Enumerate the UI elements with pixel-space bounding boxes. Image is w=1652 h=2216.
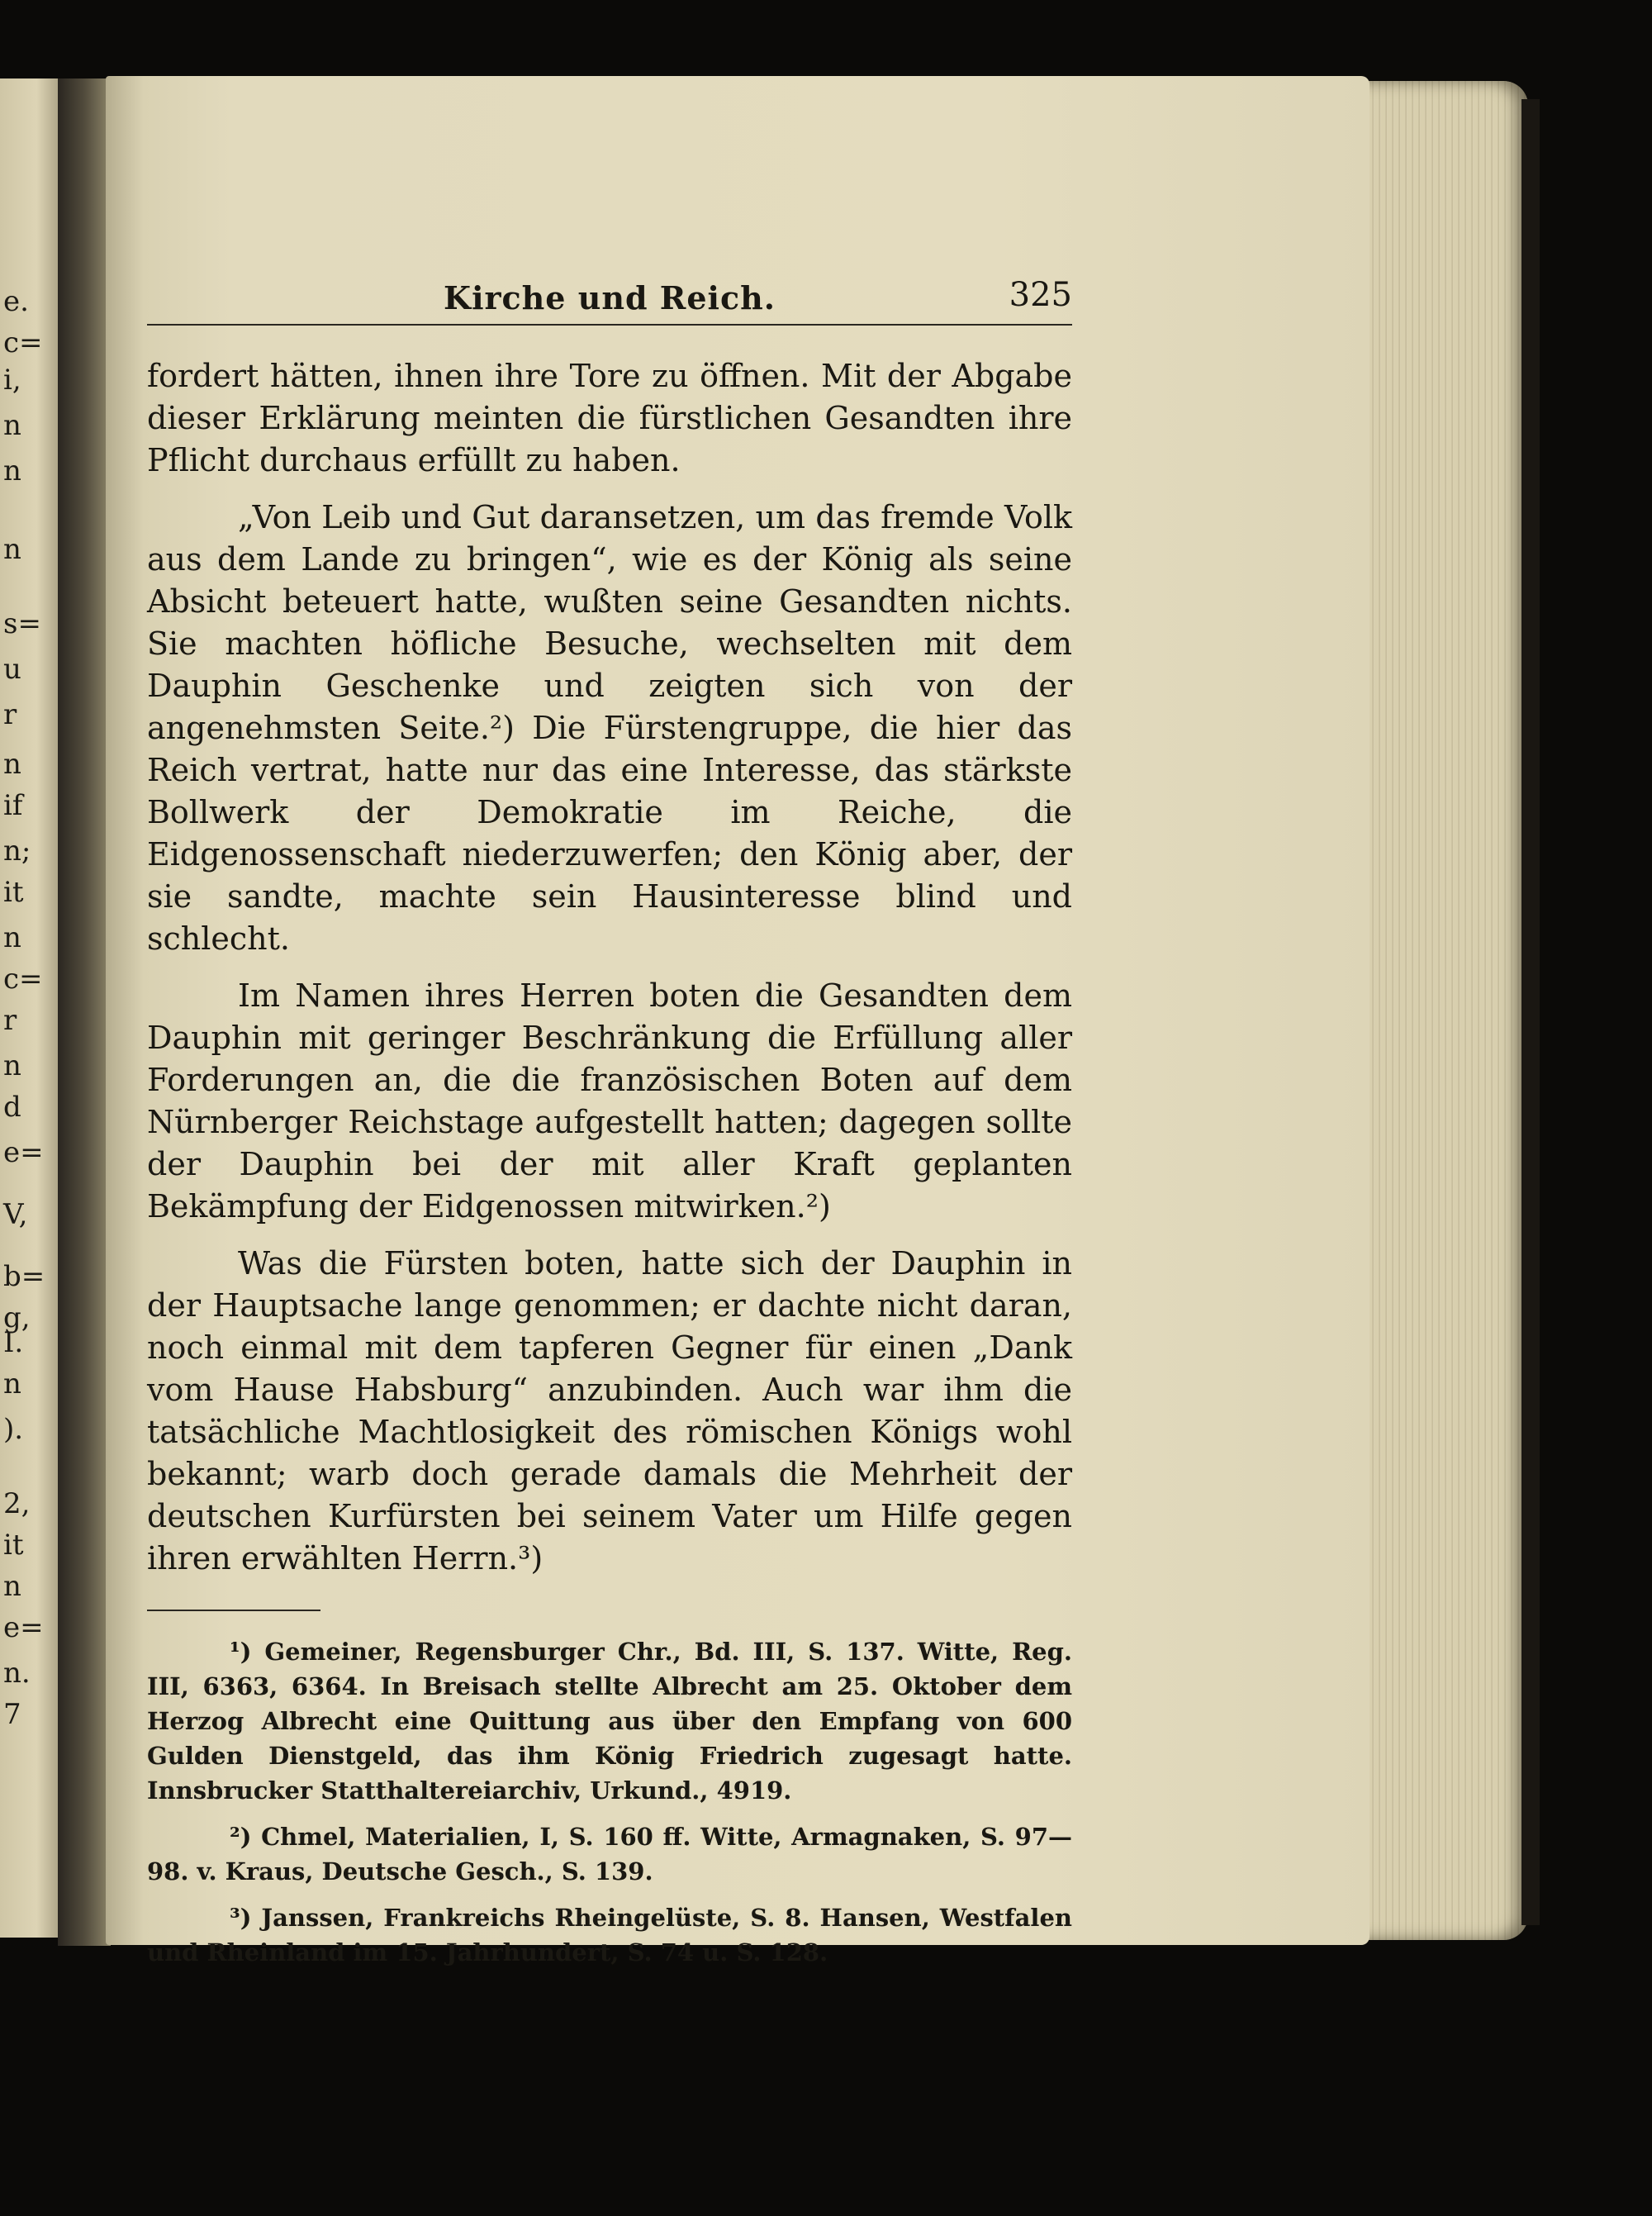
left-page-fragment: I. — [3, 1326, 24, 1359]
paragraph: Was die Fürsten boten, hatte sich der Dauphin in der Hauptsache lange genommen; er dachte nicht daran, noch einmal mit dem tapferen Gegner für einen „Dank vom Hause Habsburg“ anzubinden. Auch war ihm die tatsächliche Machtlosigkeit des römischen Königs wohl bekannt; warb doch gerade damals die Mehrheit der deutschen Kurfürsten bei seinem Vater um Hilfe gegen ihren erwählten Herrn.³) — [147, 1245, 1072, 1576]
left-page-fragment: c= — [3, 326, 43, 359]
footnote: ³) Janssen, Frankreichs Rheingelüste, S. 8. Hansen, Westfalen und Rheinland im 15. Jahrhundert, S. 74 u. S. 128. — [147, 1904, 1072, 1966]
paragraph: fordert hätten, ihnen ihre Tore zu öffnen. Mit der Abgabe dieser Erklärung meinten die fürstlichen Gesandten ihre Pflicht durchaus erfüllt zu haben. — [147, 358, 1072, 478]
left-page-fragment: e. — [3, 285, 29, 318]
left-page-fragment: u — [3, 653, 21, 686]
footnote-rule — [147, 1610, 320, 1611]
left-facing-page — [0, 78, 61, 1938]
left-page-fragment: n — [3, 1570, 21, 1603]
left-page-fragment: n — [3, 1367, 21, 1400]
left-page-fragment: s= — [3, 607, 41, 640]
left-page-fragment: e= — [3, 1136, 44, 1169]
left-page-fragment: n; — [3, 835, 31, 868]
body-text — [147, 355, 1072, 1580]
left-page-fragment: 2, — [3, 1487, 31, 1520]
left-page-fragment: n — [3, 921, 21, 954]
left-page-fragment: e= — [3, 1611, 44, 1644]
left-page-fragment: g, — [3, 1301, 31, 1334]
left-page-fragment: n — [3, 1049, 21, 1082]
left-page-fragment: d — [3, 1091, 21, 1124]
page-stack-edge — [1355, 81, 1528, 1940]
left-page-fragment: i, — [3, 364, 21, 397]
footnotes — [147, 1634, 1072, 1970]
left-page-fragment: V, — [3, 1198, 28, 1231]
footnote: ²) Chmel, Materialien, I, S. 160 ff. Witte, Armagnaken, S. 97—98. v. Kraus, Deutsche Gesch., S. 139. — [147, 1823, 1072, 1886]
cover-edge — [1521, 99, 1540, 1925]
left-page-fragment: b= — [3, 1260, 45, 1293]
left-page-fragment: r — [3, 1004, 17, 1037]
footnote: ¹) Gemeiner, Regensburger Chr., Bd. III, S. 137. Witte, Reg. III, 6363, 6364. In Breisach stellte Albrecht am 25. Oktober dem Herzog Albrecht eine Quittung aus über den Empfang von 600 Gulden Dienstgeld, das ihm König Friedrich zugesagt hatte. Innsbrucker Statthaltereiarchiv, Urkund., 4919. — [147, 1638, 1072, 1805]
paragraph: „Von Leib und Gut daransetzen, um das fremde Volk aus dem Lande zu bringen“, wie es der König als seine Absicht beteuert hatte, wußten seine Gesandten nichts. Sie machten höfliche Besuche, wechselten mit dem Dauphin Geschenke und zeigten sich von der angenehmsten Seite.²) Die Fürstengruppe, die hier das Reich vertrat, hatte nur das eine Interesse, das stärkste Bollwerk der Demokratie im Reiche, die Eidgenossenschaft niederzuwerfen; den König aber, der sie sandte, machte sein Hausinteresse blind und schlecht. — [147, 499, 1072, 957]
left-page-fragment: it — [3, 1529, 24, 1562]
book-gutter — [58, 78, 111, 1946]
left-page-fragment: n. — [3, 1657, 31, 1690]
left-page-fragment: n — [3, 533, 21, 566]
left-page-fragment: if — [3, 789, 23, 822]
left-page-fragment: 7 — [3, 1698, 21, 1731]
page-number: 325 — [1009, 276, 1072, 314]
left-page-fragment: c= — [3, 963, 43, 996]
left-page-fragment: r — [3, 698, 17, 731]
left-page-fragment: ). — [3, 1413, 24, 1446]
page-header — [147, 273, 1072, 326]
left-page-fragment: n — [3, 409, 21, 442]
left-page-fragment: n — [3, 454, 21, 487]
running-head: Kirche und Reich. — [444, 279, 776, 316]
left-page-fragment: n — [3, 748, 21, 781]
paragraph: Im Namen ihres Herren boten die Gesandten dem Dauphin mit geringer Beschränkung die Erfüllung aller Forderungen an, die die französischen Boten auf dem Nürnberger Reichstage aufgestellt hatten; dagegen sollte der Dauphin bei der mit aller Kraft geplanten Bekämpfung der Eidgenossen mitwirken.²) — [147, 977, 1072, 1225]
left-page-fragment: it — [3, 876, 24, 909]
text-column — [147, 273, 1072, 1981]
